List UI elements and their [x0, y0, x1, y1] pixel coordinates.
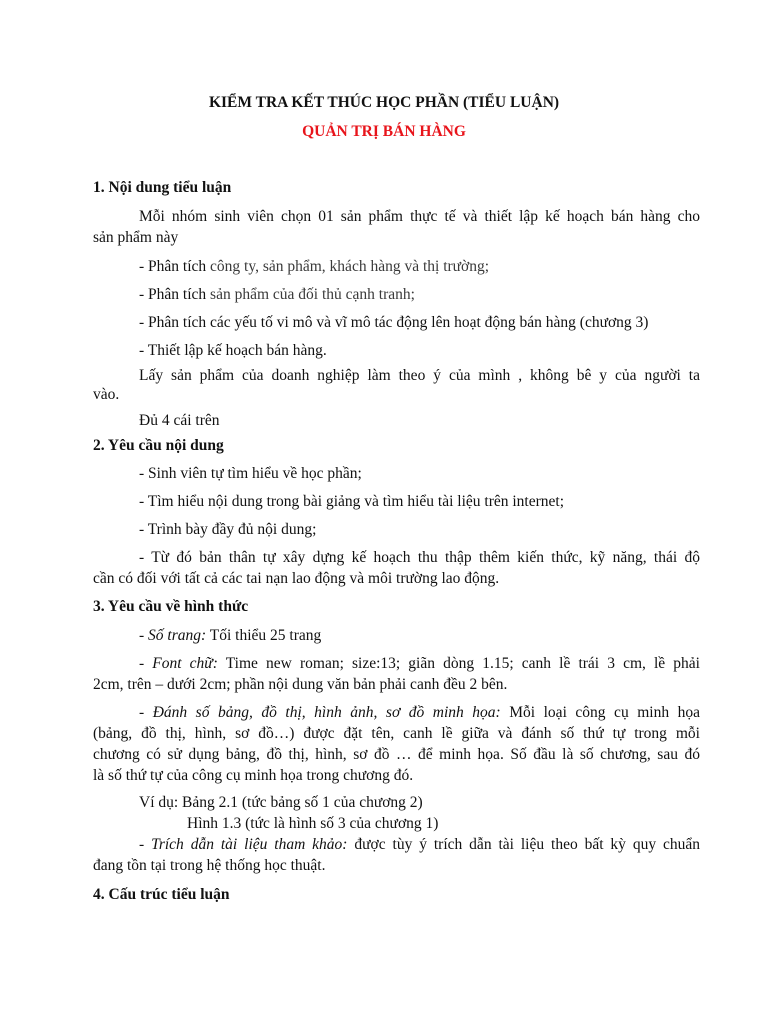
section-3-pages: - Số trang: Tối thiểu 25 trang	[139, 627, 322, 644]
numbering-label: Đánh số bảng, đồ thị, hình ảnh, sơ đồ minh họa:	[152, 704, 501, 721]
section-3-numbering-line-3: chương có sử dụng bảng, đồ thị, hình, sơ đồ … để minh họa. Số đầu là số chương, sau đó	[93, 746, 700, 763]
item-text: công ty, sản phẩm, khách hàng và thị trường;	[210, 258, 490, 275]
section-3-numbering-line-4: là số thứ tự của công cụ minh họa trong chương đó.	[93, 767, 414, 784]
document-title: KIỂM TRA KẾT THÚC HỌC PHẦN (TIỂU LUẬN)	[208, 94, 560, 111]
section-3-citation-line-2: đang tồn tại trong hệ thống học thuật.	[93, 857, 326, 874]
section-2-item-1: - Sinh viên tự tìm hiểu về học phần;	[139, 465, 362, 482]
pages-text: Tối thiểu 25 trang	[206, 627, 322, 644]
section-4-heading: 4. Cấu trúc tiểu luận	[93, 886, 230, 903]
section-1-item-4: - Thiết lập kế hoạch bán hàng.	[139, 342, 327, 359]
item-prefix: - Phân tích	[139, 286, 211, 303]
citation-label: Trích dẫn tài liệu tham khảo:	[151, 836, 348, 853]
section-1-note-line-1: Lấy sản phẩm của doanh nghiệp làm theo ý của mình , không bê y của người ta	[139, 367, 700, 384]
section-1-item-1	[139, 258, 700, 276]
section-3-numbering-line-1: - Đánh số bảng, đồ thị, hình ảnh, sơ đồ minh họa: Mỗi loại công cụ minh họa	[139, 704, 700, 721]
font-text: Time new roman; size:13; giãn dòng 1.15; canh lề trái 3 cm, lề phải	[217, 655, 700, 672]
font-label: Font chữ:	[152, 655, 218, 672]
section-3-example-1: Ví dụ: Bảng 2.1 (tức bảng số 1 của chương 2)	[139, 794, 423, 811]
section-2-item-3: - Trình bày đầy đủ nội dung;	[139, 521, 317, 538]
section-2-item-4-line-2: cần có đối với tất cả các tai nạn lao động và môi trường lao động.	[93, 570, 500, 587]
section-3-numbering-line-2: (bảng, đồ thị, hình, sơ đồ…) được đặt tên, canh lề giữa và đánh số thứ tự trong mỗi	[93, 725, 700, 742]
citation-text: được tùy ý trích dẫn tài liệu theo bất kỳ quy chuẩn	[347, 836, 701, 853]
section-1-heading: 1. Nội dung tiểu luận	[93, 179, 232, 196]
section-1-note-line-2: vào.	[93, 386, 120, 403]
section-1-intro-line-1: Mỗi nhóm sinh viên chọn 01 sản phẩm thực tế và thiết lập kế hoạch bán hàng cho	[139, 208, 700, 225]
section-3-example-2: Hình 1.3 (tức là hình số 3 của chương 1)	[187, 815, 439, 832]
section-2-item-4-line-1: - Từ đó bản thân tự xây dựng kế hoạch thu thập thêm kiến thức, kỹ năng, thái độ	[139, 549, 700, 566]
section-1-note-2: Đủ 4 cái trên	[139, 412, 220, 429]
section-2-heading: 2. Yêu cầu nội dung	[93, 437, 224, 454]
section-1-intro-line-2: sản phẩm này	[93, 229, 179, 246]
section-3-citation-line-1: - Trích dẫn tài liệu tham khảo: được tùy ý trích dẫn tài liệu theo bất kỳ quy chuẩn	[139, 836, 701, 853]
section-2-item-2: - Tìm hiểu nội dung trong bài giảng và tìm hiểu tài liệu trên internet;	[139, 493, 565, 510]
section-3-font-line-1: - Font chữ: Time new roman; size:13; giãn dòng 1.15; canh lề trái 3 cm, lề phải	[139, 655, 700, 672]
section-1-item-2	[139, 286, 700, 304]
section-3-heading: 3. Yêu cầu về hình thức	[93, 598, 249, 615]
item-text: sản phẩm của đối thủ cạnh tranh;	[210, 286, 415, 303]
numbering-text: Mỗi loại công cụ minh họa	[500, 704, 700, 721]
section-3-font-line-2: 2cm, trên – dưới 2cm; phần nội dung văn bản phải canh đều 2 bên.	[93, 676, 508, 693]
section-1-item-3: - Phân tích các yếu tố vi mô và vĩ mô tác động lên hoạt động bán hàng (chương 3)	[139, 314, 649, 331]
pages-label: Số trang:	[148, 627, 207, 644]
item-prefix: - Phân tích	[139, 258, 211, 275]
document-subtitle: QUẢN TRỊ BÁN HÀNG	[302, 123, 466, 140]
